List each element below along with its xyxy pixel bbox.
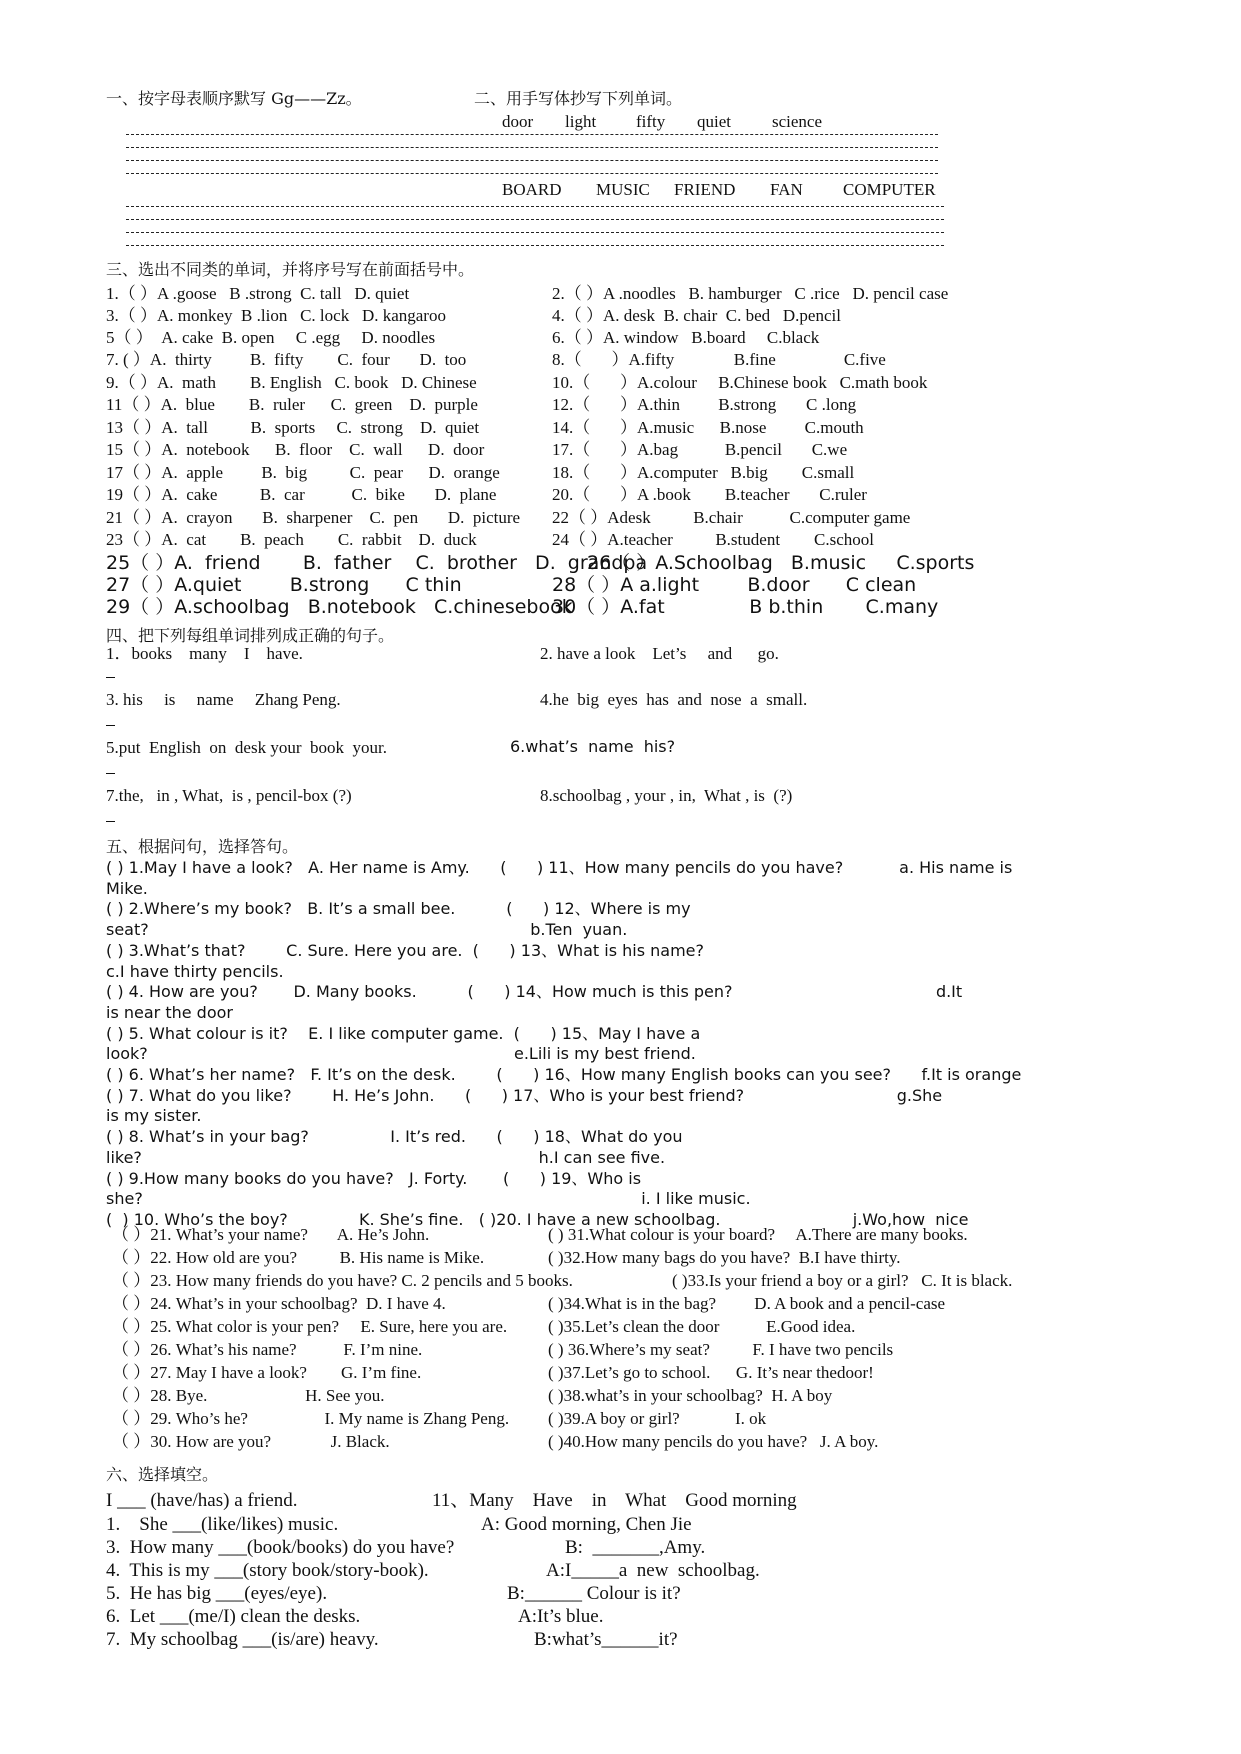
section-2-heading: 二、用手写体抄写下列单词。 xyxy=(474,89,683,108)
match-line: ( ) 5. What colour is it? E. I like computer game. ( ) 15、May I have a xyxy=(106,1023,701,1043)
match-line: ( ) 8. What’s in your bag? I. It’s red. ( ) 18、What do you xyxy=(106,1127,683,1147)
match-line: she? i. I like music. xyxy=(106,1189,751,1209)
fill-item: B:what’s______it? xyxy=(534,1629,678,1650)
match-item: ( )33.Is your friend a boy or a girl? C. It is black. xyxy=(672,1271,1013,1290)
match-item: ( ) 36.Where’s my seat? F. I have two pencils xyxy=(548,1340,894,1359)
match-item: ( )38.what’s in your schoolbag? H. A boy xyxy=(548,1386,833,1405)
writing-line xyxy=(126,147,938,148)
sentence-item: 4.he big eyes has and nose a small. xyxy=(540,690,808,709)
match-line: c.I have thirty pencils. xyxy=(106,961,284,981)
match-line: seat? b.Ten yuan. xyxy=(106,920,628,940)
match-line: ( ) 4. How are you? D. Many books. ( ) 14、How much is this pen? d.It xyxy=(106,982,963,1002)
match-item: （ ）24. What’s in your schoolbag? D. I have 4. xyxy=(112,1294,446,1313)
question-item: 3.（ ）A. monkey B .lion C. lock D. kangaroo xyxy=(106,306,446,325)
match-item: （ ）23. How many friends do you have? C. 2 pencils and 5 books. xyxy=(112,1271,573,1290)
fill-item: A: Good morning, Chen Jie xyxy=(481,1514,692,1535)
fill-item: I ___ (have/has) a friend. xyxy=(106,1490,298,1511)
question-item: 19（ ）A. cake B. car C. bike D. plane xyxy=(106,485,497,504)
match-item: （ ）30. How are you? J. Black. xyxy=(112,1432,390,1451)
fill-item: 5. He has big ___(eyes/eye). xyxy=(106,1583,328,1604)
match-line: ( ) 6. What’s her name? F. It’s on the desk. ( ) 16、How many English books can you see? f.It is orange xyxy=(106,1065,1022,1084)
question-item: 22（ ）Adesk B.chair C.computer game xyxy=(552,508,911,527)
fill-item: 1. She ___(like/likes) music. xyxy=(106,1514,339,1535)
match-line: like? h.I can see five. xyxy=(106,1147,666,1167)
copy-word: COMPUTER xyxy=(843,180,936,199)
question-item: 25（ ）A. friend B. father C. brother D. grandpa xyxy=(106,552,648,574)
match-line: ( ) 10. Who’s the boy? K. She’s fine. ( )20. I have a new schoolbag. j.Wo,how nice xyxy=(106,1209,969,1229)
question-item: 26（ ）A.Schoolbag B.music C.sports xyxy=(587,552,975,574)
copy-word: light xyxy=(565,112,597,131)
copy-word: quiet xyxy=(697,112,731,131)
sentence-item: 6.what’s name his? xyxy=(510,737,676,756)
sentence-item: 8.schoolbag , your , in, What , is (?) xyxy=(540,786,793,805)
copy-word: FAN xyxy=(770,180,803,199)
match-line: ( ) 3.What’s that? C. Sure. Here you are. ( ) 13、What is his name? xyxy=(106,940,704,960)
question-item: 24（ ）A.teacher B.student C.school xyxy=(552,530,875,549)
section-1-heading: 一、按字母表顺序默写 Gg——Zz。 xyxy=(106,89,362,108)
question-item: 30（ ）A.fat B b.thin C.many xyxy=(552,596,939,618)
match-item: （ ）22. How old are you? B. His name is Mike. xyxy=(112,1248,485,1267)
match-item: ( )32.How many bags do you have? B.I have thirty. xyxy=(548,1248,901,1267)
question-item: 6.（ ）A. window B.board C.black xyxy=(552,328,820,347)
match-line: ( ) 7. What do you like? H. He’s John. ( ) 17、Who is your best friend? g.She xyxy=(106,1085,943,1105)
match-item: ( )37.Let’s go to school. G. It’s near thedoor! xyxy=(548,1363,874,1382)
question-item: 28（ ）A a.light B.door C clean xyxy=(552,574,917,596)
match-line: is near the door xyxy=(106,1002,233,1022)
match-item: （ ）28. Bye. H. See you. xyxy=(112,1386,385,1405)
question-item: 8.（ ）A.fifty B.fine C.five xyxy=(552,350,886,369)
answer-blank-mark xyxy=(106,773,115,774)
question-item: 23（ ）A. cat B. peach C. rabbit D. duck xyxy=(106,530,477,549)
question-item: 29（ ）A.schoolbag B.notebook C.chinesebook xyxy=(106,596,573,618)
fill-item: 3. How many ___(book/books) do you have? xyxy=(106,1537,455,1558)
section-4-heading: 四、把下列每组单词排列成正确的句子。 xyxy=(106,626,395,645)
writing-line xyxy=(126,173,938,174)
match-item: ( )40.How many pencils do you have? J. A boy. xyxy=(548,1432,879,1451)
writing-line xyxy=(126,232,944,233)
sentence-item: 5.put English on desk your book your. xyxy=(106,738,387,757)
match-item: （ ）25. What color is your pen? E. Sure, here you are. xyxy=(112,1317,508,1336)
sentence-item: 7.the, in , What, is , pencil-box (?) xyxy=(106,786,352,805)
question-item: 20.（ ）A .book B.teacher C.ruler xyxy=(552,485,867,504)
match-line: ( ) 9.How many books do you have? J. Forty. ( ) 19、Who is xyxy=(106,1168,642,1188)
answer-blank-mark xyxy=(106,821,115,822)
writing-line xyxy=(126,160,938,161)
copy-word: BOARD xyxy=(502,180,562,199)
match-item: （ ）27. May I have a look? G. I’m fine. xyxy=(112,1363,422,1382)
writing-line xyxy=(126,134,938,135)
question-item: 11（ ）A. blue B. ruler C. green D. purple xyxy=(106,395,478,414)
match-item: （ ）29. Who’s he? I. My name is Zhang Peng. xyxy=(112,1409,510,1428)
writing-line xyxy=(126,219,944,220)
match-item: （ ）21. What’s your name? A. He’s John. xyxy=(112,1225,430,1244)
answer-blank-mark xyxy=(106,677,115,678)
question-item: 10.（ ）A.colour B.Chinese book C.math book xyxy=(552,373,928,392)
question-item: 12.（ ）A.thin B.strong C .long xyxy=(552,395,857,414)
question-item: 14.（ ）A.music B.nose C.mouth xyxy=(552,418,864,437)
match-item: ( ) 31.What colour is your board? A.There are many books. xyxy=(548,1225,968,1244)
writing-line xyxy=(126,245,944,246)
fill-item: B:______ Colour is it? xyxy=(507,1583,681,1604)
sentence-item: 3. his is name Zhang Peng. xyxy=(106,690,341,709)
match-item: ( )39.A boy or girl? I. ok xyxy=(548,1409,767,1428)
match-line: is my sister. xyxy=(106,1106,202,1126)
copy-word: fifty xyxy=(636,112,666,131)
sentence-item: 2. have a look Let’s and go. xyxy=(540,644,779,663)
fill-item: 4. This is my ___(story book/story-book). xyxy=(106,1560,429,1581)
copy-word: FRIEND xyxy=(674,180,736,199)
match-item: ( )35.Let’s clean the door E.Good idea. xyxy=(548,1317,856,1336)
match-item: ( )34.What is in the bag? D. A book and a pencil-case xyxy=(548,1294,946,1313)
question-item: 9.（ ）A. math B. English C. book D. Chinese xyxy=(106,373,477,392)
fill-item: A:I_____a new schoolbag. xyxy=(546,1560,760,1581)
question-item: 13（ ）A. tall B. sports C. strong D. quiet xyxy=(106,418,480,437)
section-3-heading: 三、选出不同类的单词，并将序号写在前面括号中。 xyxy=(106,260,475,279)
question-item: 17.（ ）A.bag B.pencil C.we xyxy=(552,440,848,459)
question-item: 17（ ）A. apple B. big C. pear D. orange xyxy=(106,463,500,482)
fill-item: 11、Many Have in What Good morning xyxy=(432,1490,797,1511)
answer-blank-mark xyxy=(106,725,115,726)
copy-word: science xyxy=(772,112,823,131)
match-line: Mike. xyxy=(106,878,148,898)
question-item: 15（ ）A. notebook B. floor C. wall D. door xyxy=(106,440,485,459)
question-item: 1.（ ）A .goose B .strong C. tall D. quiet xyxy=(106,284,410,303)
copy-word: MUSIC xyxy=(596,180,650,199)
fill-item: 6. Let ___(me/I) clean the desks. xyxy=(106,1606,361,1627)
fill-item: 7. My schoolbag ___(is/are) heavy. xyxy=(106,1629,379,1650)
match-line: ( ) 1.May I have a look? A. Her name is Amy. ( ) 11、How many pencils do you have? a. His name is xyxy=(106,858,1013,877)
question-item: 2.（ ）A .noodles B. hamburger C .rice D. pencil case xyxy=(552,284,949,303)
writing-line xyxy=(126,206,944,207)
fill-item: B: _______,Amy. xyxy=(565,1537,706,1558)
fill-item: A:It’s blue. xyxy=(518,1606,604,1627)
question-item: 5（ ） A. cake B. open C .egg D. noodles xyxy=(106,328,436,347)
copy-word: door xyxy=(502,112,534,131)
question-item: 7. ( ）A. thirty B. fifty C. four D. too xyxy=(106,350,467,369)
section-5-heading: 五、根据问句，选择答句。 xyxy=(106,837,299,856)
question-item: 27（ ）A.quiet B.strong C thin xyxy=(106,574,462,596)
question-item: 18.（ ）A.computer B.big C.small xyxy=(552,463,855,482)
sentence-item: 1．books many I have. xyxy=(106,644,303,663)
match-line: ( ) 2.Where’s my book? B. It’s a small bee. ( ) 12、Where is my xyxy=(106,899,691,919)
match-item: （ ）26. What’s his name? F. I’m nine. xyxy=(112,1340,423,1359)
section-6-heading: 六、选择填空。 xyxy=(106,1465,219,1484)
question-item: 4.（ ）A. desk B. chair C. bed D.pencil xyxy=(552,306,841,325)
question-item: 21（ ）A. crayon B. sharpener C. pen D. picture xyxy=(106,508,521,527)
match-line: look? e.Lili is my best friend. xyxy=(106,1044,696,1064)
